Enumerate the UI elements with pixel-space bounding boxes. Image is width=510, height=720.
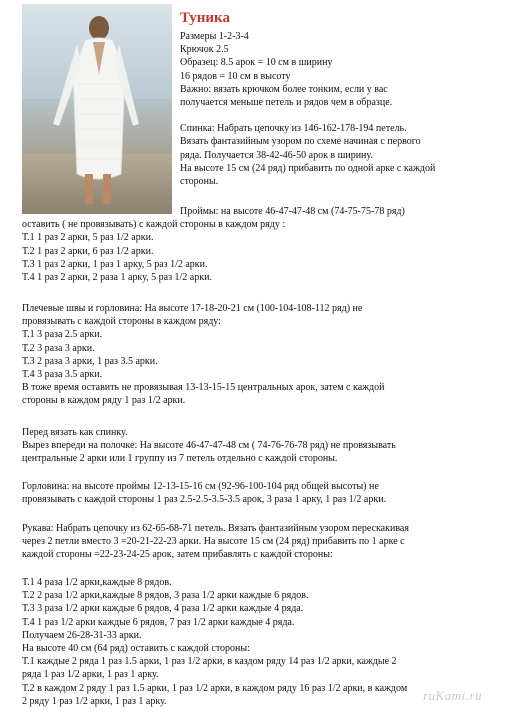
shoulders-line: Т.4 3 раза 3.5 арки. <box>22 369 103 381</box>
armholes-line: Проймы: на высоте 46-47-47-48 см (74-75-75-78 ряд) <box>180 206 405 217</box>
shoulders-line: Т.1 3 раза 2.5 арки. <box>22 329 103 341</box>
increases-line: Т.2 в каждом 2 ряду 1 раз 1.5 арки, 1 раз 1/2 арки, в каждом ряду 16 раз 1/2 арки, в каждом <box>22 682 408 694</box>
sleeves-line: Рукава: Набрать цепочку из 62-65-68-71 петель. Вязать фантазийным узором перескакивая <box>22 523 409 534</box>
armholes-line: Т.2 1 раз 2 арки, 6 раз 1/2 арки. <box>22 245 154 257</box>
increases-line: ряда 1 раз 1/2 арки, 1 раз 1 арку. <box>22 669 159 681</box>
armholes-line: Т.3 1 раз 2 арки, 1 раз 1 арку, 5 раз 1/2 арки. <box>22 258 208 270</box>
front-section <box>22 426 492 466</box>
increases-section <box>22 576 492 708</box>
tunic-photo <box>22 4 172 214</box>
front-line: Вырез впереди на полочке: На высоте 46-47-47-48 см ( 74-76-76-78 ряд) не провязывать <box>22 440 396 452</box>
back-line: Спинка: Набрать цепочку из 146-162-178-194 петель. <box>180 123 407 135</box>
neckline-section <box>22 480 492 506</box>
shoulders-section <box>22 302 492 408</box>
site-watermark: ruKami.ru <box>422 688 482 703</box>
armholes-section <box>22 205 492 284</box>
shoulders-line: стороны в каждом ряду 1 раз 1/2 арки. <box>22 395 186 407</box>
pattern-header <box>180 30 500 188</box>
front-line: Перед вязать как спинку. <box>22 427 128 438</box>
shoulders-line: В тоже время оставить не провязывая 13-13-15-15 центральных арок, затем с каждой <box>22 382 385 394</box>
header-line: Важно: вязать крючком более тонким, если у вас <box>180 83 388 95</box>
shoulders-line: Плечевые швы и горловина: На высоте 17-18-20-21 см (100-104-108-112 ряд) не <box>22 303 363 314</box>
increases-line: Т.1 4 раза 1/2 арки,каждые 8 рядов. <box>22 577 172 588</box>
back-line: ряда. Получается 38-42-46-50 арок в ширину. <box>180 149 373 161</box>
neckline-line: Горловина: на высоте проймы 12-13-15-16 см (92-96-100-104 ряд общей высоты) не <box>22 481 379 492</box>
sleeves-line: каждой стороны =22-23-24-25 арок, затем прибавлять с каждой стороны: <box>22 549 333 561</box>
sleeves-line: через 2 петли вместо 3 =20-21-22-23 арки. На высоте 15 см (24 ряд) прибавить по 1 арке с <box>22 536 405 548</box>
sleeves-section <box>22 522 492 562</box>
header-line: Размеры 1-2-3-4 <box>180 31 249 42</box>
header-line: 16 рядов = 10 см в высоту <box>180 70 291 82</box>
increases-line: 2 ряду 1 раз 1/2 арки, 1 раз 1 арку. <box>22 695 167 707</box>
armholes-line: Т.1 1 раз 2 арки, 5 раз 1/2 арки. <box>22 232 154 244</box>
header-line: получается меньше петель и рядов чем в образце. <box>180 97 393 109</box>
shoulders-line: Т.3 2 раза 3 арки, 1 раз 3.5 арки. <box>22 355 158 367</box>
increases-line: Т.3 3 раза 1/2 арки каждые 6 рядов, 4 раза 1/2 арки каждые 4 ряда. <box>22 603 304 615</box>
increases-line: Т.2 2 раза 1/2 арки,каждые 8 рядов, 3 раза 1/2 арки каждые 6 рядов. <box>22 590 309 602</box>
neckline-line: провязывать с каждой стороны 1 раз 2.5-2.5-3.5-3.5 арок, 3 раза 1 арку, 1 раз 1/2 арки. <box>22 494 387 506</box>
increases-line: Т.4 1 раз 1/2 арки каждые 6 рядов, 7 раз 1/2 арки каждые 4 ряда. <box>22 616 295 628</box>
pattern-title: Туника <box>180 10 230 26</box>
header-line: Крючок 2.5 <box>180 44 229 56</box>
back-line: Вязать фантазийным узором по схеме начиная с первого <box>180 136 421 148</box>
model-in-white-tunic-image <box>47 14 142 204</box>
header-line: Образец: 8.5 арок = 10 см в ширину <box>180 57 333 69</box>
armholes-line: Т.4 1 раз 2 арки, 2 раза 1 арку, 5 раз 1/2 арки. <box>22 272 212 284</box>
back-line: На высоте 15 см (24 ряд) прибавить по одной арке с каждой <box>180 162 436 174</box>
increases-line: Получаем 26-28-31-33 арки. <box>22 629 142 641</box>
back-line: стороны. <box>180 176 219 188</box>
shoulders-line: провязывать с каждой стороны в каждом ряду: <box>22 316 221 328</box>
front-line: центральные 2 арки или 1 группу из 7 петель отдельно с каждой стороны. <box>22 453 338 465</box>
increases-line: На высоте 40 см (64 ряд) оставить с каждой стороны: <box>22 643 250 655</box>
shoulders-line: Т.2 3 раза 3 арки. <box>22 342 95 354</box>
increases-line: Т.1 каждые 2 ряда 1 раз 1.5 арки, 1 раз 1/2 арки, в каздом ряду 14 раз 1/2 арки, каждые 2 <box>22 656 397 668</box>
armholes-line: оставить ( не провязывать) с каждой стороны в каждом ряду : <box>22 219 286 231</box>
